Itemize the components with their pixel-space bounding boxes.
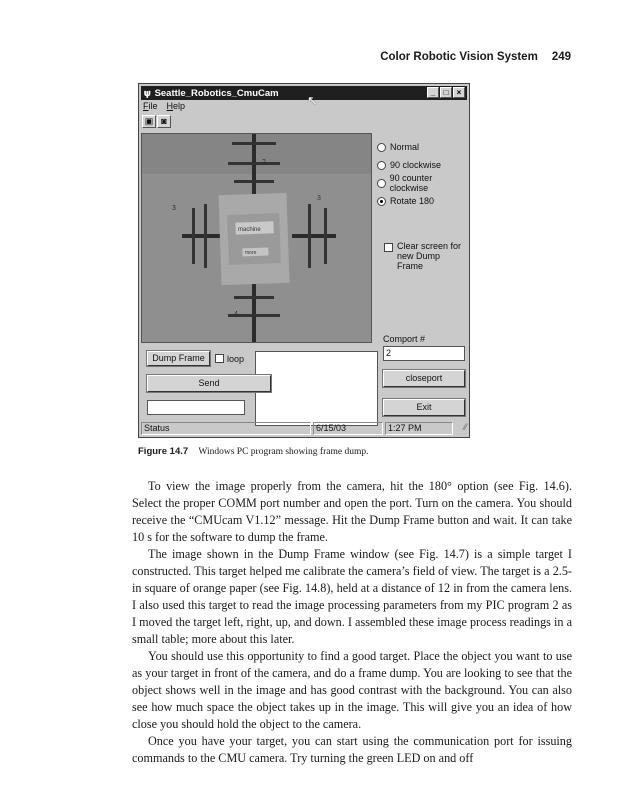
paragraph: To view the image properly from the camera, hit the 180° option (see Fig. 14.6). Select the proper COMM port number and open the port. Turn on the camera. You should receive the “CMUcam V1.12” message. Hit the Dump Frame button and wait. It can take 10 s for the software to dump the frame. <box>132 479 572 544</box>
page-number: 249 <box>551 51 571 63</box>
status-date: 6/15/03 <box>313 422 383 435</box>
figure-caption <box>138 446 368 457</box>
window-controls <box>427 87 465 98</box>
radio-90-counter-clockwise[interactable] <box>377 174 469 192</box>
camera-frame-image <box>141 133 372 343</box>
maximize-button[interactable]: □ <box>440 87 452 98</box>
comport-label: Comport # <box>383 334 426 344</box>
radio-label: Normal <box>390 142 420 152</box>
radio-label: Rotate 180 <box>390 196 435 206</box>
exit-button[interactable]: Exit <box>383 399 465 416</box>
comport-input[interactable]: 2 <box>383 346 465 361</box>
mouse-cursor-icon: ↖ <box>307 93 318 108</box>
radio-90-clockwise[interactable] <box>377 156 469 174</box>
status-time: 1:27 PM <box>385 422 453 435</box>
mark-2: 2 <box>262 159 266 166</box>
paragraph: Once you have your target, you can start using the communication port for issuing commands to the CMU camera. Try turning the green LED on and off <box>132 734 572 765</box>
mark-left: 3 <box>172 205 176 212</box>
menu-file[interactable]: File <box>143 101 158 111</box>
paragraph: The image shown in the Dump Frame window (see Fig. 14.7) is a simple target I constructed. This target helped me calibrate the camera’s field of view. The target is a 2.5-in square of orange paper (see Fig. 14.8), held at a distance of 12 in from the camera lens. I also used this target to read the image processing parameters from my PIC program 2 as I moved the target left, right, up, and down. I assembled these image process readings in a small table; more about this later. <box>132 547 572 646</box>
rotation-radio-group <box>377 138 469 210</box>
send-input[interactable] <box>147 400 245 415</box>
closeport-button[interactable]: closeport <box>383 370 465 387</box>
clear-screen-checkbox[interactable] <box>384 241 466 271</box>
figure-label: Figure 14.7 <box>138 446 189 457</box>
send-button[interactable]: Send <box>147 375 271 392</box>
card-sub: more <box>245 250 257 256</box>
running-head <box>380 51 571 63</box>
clear-screen-label: Clear screen for new Dump Frame <box>397 241 462 271</box>
camera-icon[interactable]: ◙ <box>157 115 171 128</box>
radio-label: 90 clockwise <box>390 160 442 170</box>
radio-normal[interactable] <box>377 138 469 156</box>
running-title: Color Robotic Vision System <box>380 51 538 63</box>
radio-rotate-180[interactable] <box>377 192 469 210</box>
radio-button[interactable] <box>377 161 386 170</box>
status-text: Status <box>141 422 311 435</box>
paragraph: You should use this opportunity to find a good target. Place the object you want to use as your target in front of the camera, and do a frame dump. You are looking to see that the object shows well in the image and has good contrast with the background. You can also see how much space the object takes up in the image. This will give you an idea of how close you should hold the object to the camera. <box>132 649 572 731</box>
figure-caption-text: Windows PC program showing frame dump. <box>198 447 369 457</box>
loop-checkbox[interactable] <box>215 354 244 364</box>
radio-button-selected[interactable] <box>377 197 386 206</box>
antenna-icon: 𝛙 <box>144 87 151 98</box>
menubar <box>143 101 185 113</box>
mark-right: 3 <box>317 195 321 202</box>
resize-grip-icon[interactable]: ⁄⁄ <box>463 422 467 432</box>
window-titlebar <box>141 86 467 100</box>
radio-button[interactable] <box>377 143 386 152</box>
statusbar <box>141 422 467 435</box>
radio-button[interactable] <box>377 179 386 188</box>
dump-frame-button[interactable]: Dump Frame <box>147 351 210 366</box>
mark-bottom: 4 <box>234 311 238 318</box>
minimize-button[interactable]: _ <box>427 87 439 98</box>
toolbar <box>142 115 171 128</box>
output-textarea[interactable] <box>255 351 378 426</box>
body-text <box>132 478 572 767</box>
card-label: machine <box>238 227 261 233</box>
menu-help[interactable]: Help <box>166 101 186 111</box>
save-icon[interactable]: ▣ <box>142 115 156 128</box>
radio-label: 90 counter clockwise <box>389 173 433 193</box>
frame-dump-picture <box>142 134 371 342</box>
close-button[interactable]: × <box>453 87 465 98</box>
checkbox-box[interactable] <box>215 354 224 363</box>
checkbox-box[interactable] <box>384 243 393 252</box>
app-window-screenshot <box>138 83 470 438</box>
loop-label: loop <box>227 354 245 364</box>
window-title: Seattle_Robotics_CmuCam <box>154 87 279 99</box>
